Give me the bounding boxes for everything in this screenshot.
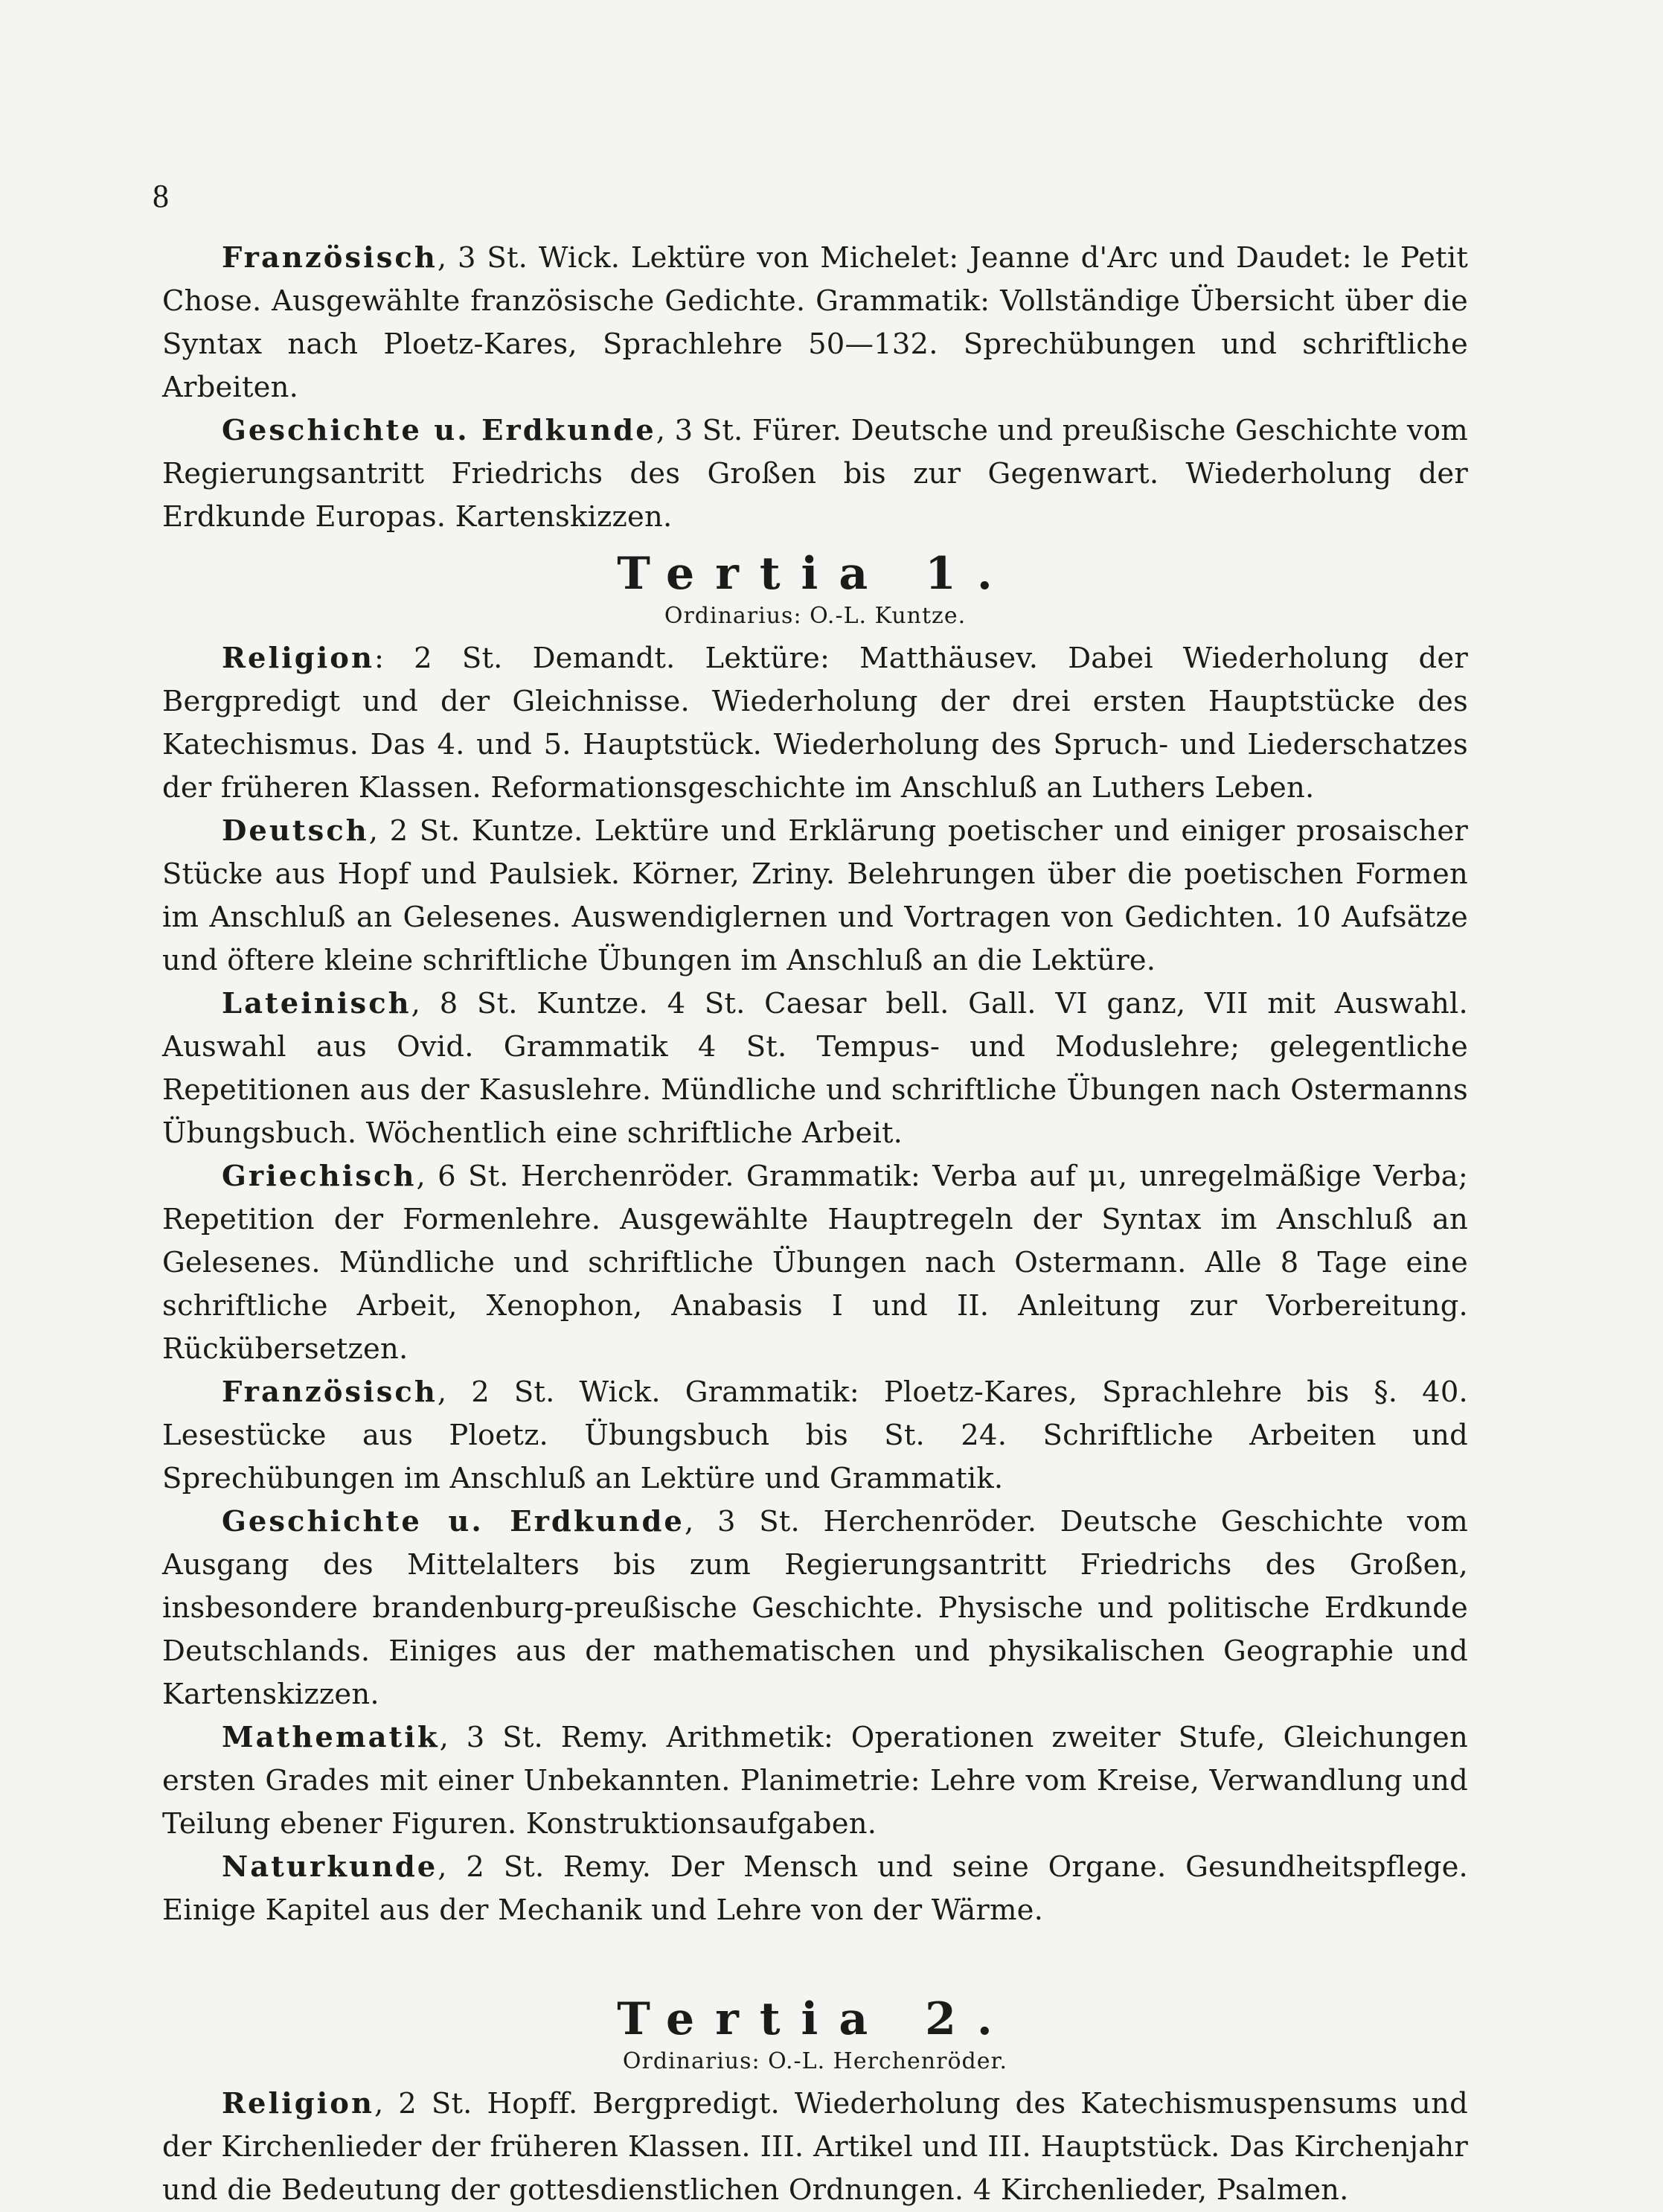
paragraph-text: , 3 St. Remy. Arithmetik: Operationen zweiter Stufe, Gleichungen ersten Grades mit einer Unbekannten. Planimetrie: Lehre vom Kreise, Verwandlung und Teilung ebener Figuren. Konstruktionsaufgaben. (162, 1721, 1468, 1841)
paragraph-text: , 3 St. Fürer. Deutsche und preußische Geschichte vom Regierungsantritt Friedrichs des Großen bis zur Gegenwart. Wiederholung der Erdkunde Europas. Kartenskizzen. (162, 414, 1468, 534)
paragraph-text: : 2 St. Demandt. Lektüre: Matthäusev. Dabei Wiederholung der Bergpredigt und der Gleichnisse. Wiederholung der drei ersten Hauptstücke des Katechismus. Das 4. und 5. Hauptstück. Wiederholung des Spruch- und Liederschatzes der früheren Klassen. Reformationsgeschichte im Anschluß an Luthers Leben. (162, 642, 1468, 805)
subject-label: Mathematik (222, 1721, 440, 1754)
paragraph-religion (162, 637, 1468, 810)
subject-label: Lateinisch (222, 987, 411, 1020)
paragraph-text: , 3 St. Herchenröder. Deutsche Geschichte vom Ausgang des Mittelalters bis zum Regierungsantritt Friedrichs des Großen, insbesondere brandenburg-preußische Geschichte. Physische und politische Erdkunde Deutschlands. Einiges aus der mathematischen und physikalischen Geographie und Kartenskizzen. (162, 1505, 1468, 1711)
subject-label: Deutsch (222, 814, 369, 848)
paragraph-franzoesisch-prev (162, 237, 1468, 409)
section-spacer (162, 1932, 1468, 1984)
subject-label: Religion (222, 2087, 374, 2120)
subject-label: Geschichte u. Erdkunde (222, 414, 656, 447)
subject-label: Religion (222, 642, 374, 675)
paragraph-naturkunde (162, 1846, 1468, 1932)
paragraph-geschichte-prev (162, 409, 1468, 539)
paragraph-franzoesisch (162, 1371, 1468, 1500)
page-number: 8 (153, 178, 169, 214)
paragraph-religion-tertia-2 (162, 2082, 1468, 2212)
heading-tertia-1: Tertia 1. (617, 548, 1013, 600)
subject-label: Griechisch (222, 1160, 417, 1193)
paragraph-text: , 2 St. Hopff. Bergpredigt. Wiederholung des Katechismuspensums und der Kirchenlieder der früheren Klassen. III. Artikel und III. Hauptstück. Das Kirchenjahr und die Bedeutung der gottesdienstlichen Ordnungen. 4 Kirchenlieder, Psalmen. (162, 2087, 1468, 2207)
paragraph-text: , 2 St. Remy. Der Mensch und seine Organe. Gesundheitspflege. Einige Kapitel aus der Mechanik und Lehre von der Wärme. (162, 1850, 1468, 1927)
paragraph-text: , 2 St. Wick. Grammatik: Ploetz-Kares, Sprachlehre bis §. 40. Lesestücke aus Ploetz. Übungsbuch bis St. 24. Schriftliche Arbeiten und Sprechübungen im Anschluß an Lektüre und Grammatik. (162, 1375, 1468, 1495)
subject-label: Französisch (222, 1375, 438, 1409)
paragraph-text: , 6 St. Herchenröder. Grammatik: Verba auf μι, unregelmäßige Verba; Repetition der Formenlehre. Ausgewählte Hauptregeln der Syntax im Anschluß an Gelesenes. Mündliche und schriftliche Übungen nach Ostermann. Alle 8 Tage eine schriftliche Arbeit, Xenophon, Anabasis I und II. Anleitung zur Vorbereitung. Rückübersetzen. (162, 1160, 1468, 1366)
paragraph-text: , 2 St. Kuntze. Lektüre und Erklärung poetischer und einiger prosaischer Stücke aus Hopf und Paulsiek. Körner, Zriny. Belehrungen über die poetischen Formen im Anschluß an Gelesenes. Auswendiglernen und Vortragen von Gedichten. 10 Aufsätze und öftere kleine schriftliche Übungen im Anschluß an die Lektüre. (162, 814, 1468, 977)
subject-label: Französisch (222, 241, 438, 275)
ordinarius-tertia-1: Ordinarius: O.-L. Kuntze. (664, 603, 967, 629)
paragraph-griechisch (162, 1155, 1468, 1371)
paragraph-text: , 8 St. Kuntze. 4 St. Caesar bell. Gall. VI ganz, VII mit Auswahl. Auswahl aus Ovid. Grammatik 4 St. Tempus- und Moduslehre; gelegentliche Repetitionen aus der Kasuslehre. Mündliche und schriftliche Übungen nach Ostermanns Übungsbuch. Wöchentlich eine schriftliche Arbeit. (162, 987, 1468, 1150)
paragraph-lateinisch (162, 982, 1468, 1155)
paragraph-deutsch (162, 810, 1468, 982)
subject-label: Geschichte u. Erdkunde (222, 1505, 685, 1538)
paragraph-text: , 3 St. Wick. Lektüre von Michelet: Jeanne d'Arc und Daudet: le Petit Chose. Ausgewählte französische Gedichte. Grammatik: Vollständige Übersicht über die Syntax nach Ploetz-Kares, Sprachlehre 50—132. Sprechübungen und schriftliche Arbeiten. (162, 241, 1468, 404)
heading-tertia-2: Tertia 2. (617, 1993, 1013, 2045)
subject-label: Naturkunde (222, 1850, 438, 1884)
paragraph-mathematik (162, 1716, 1468, 1846)
paragraph-geschichte (162, 1500, 1468, 1716)
page-content (162, 237, 1468, 2212)
ordinarius-tertia-2: Ordinarius: O.-L. Herchenröder. (622, 2048, 1008, 2074)
